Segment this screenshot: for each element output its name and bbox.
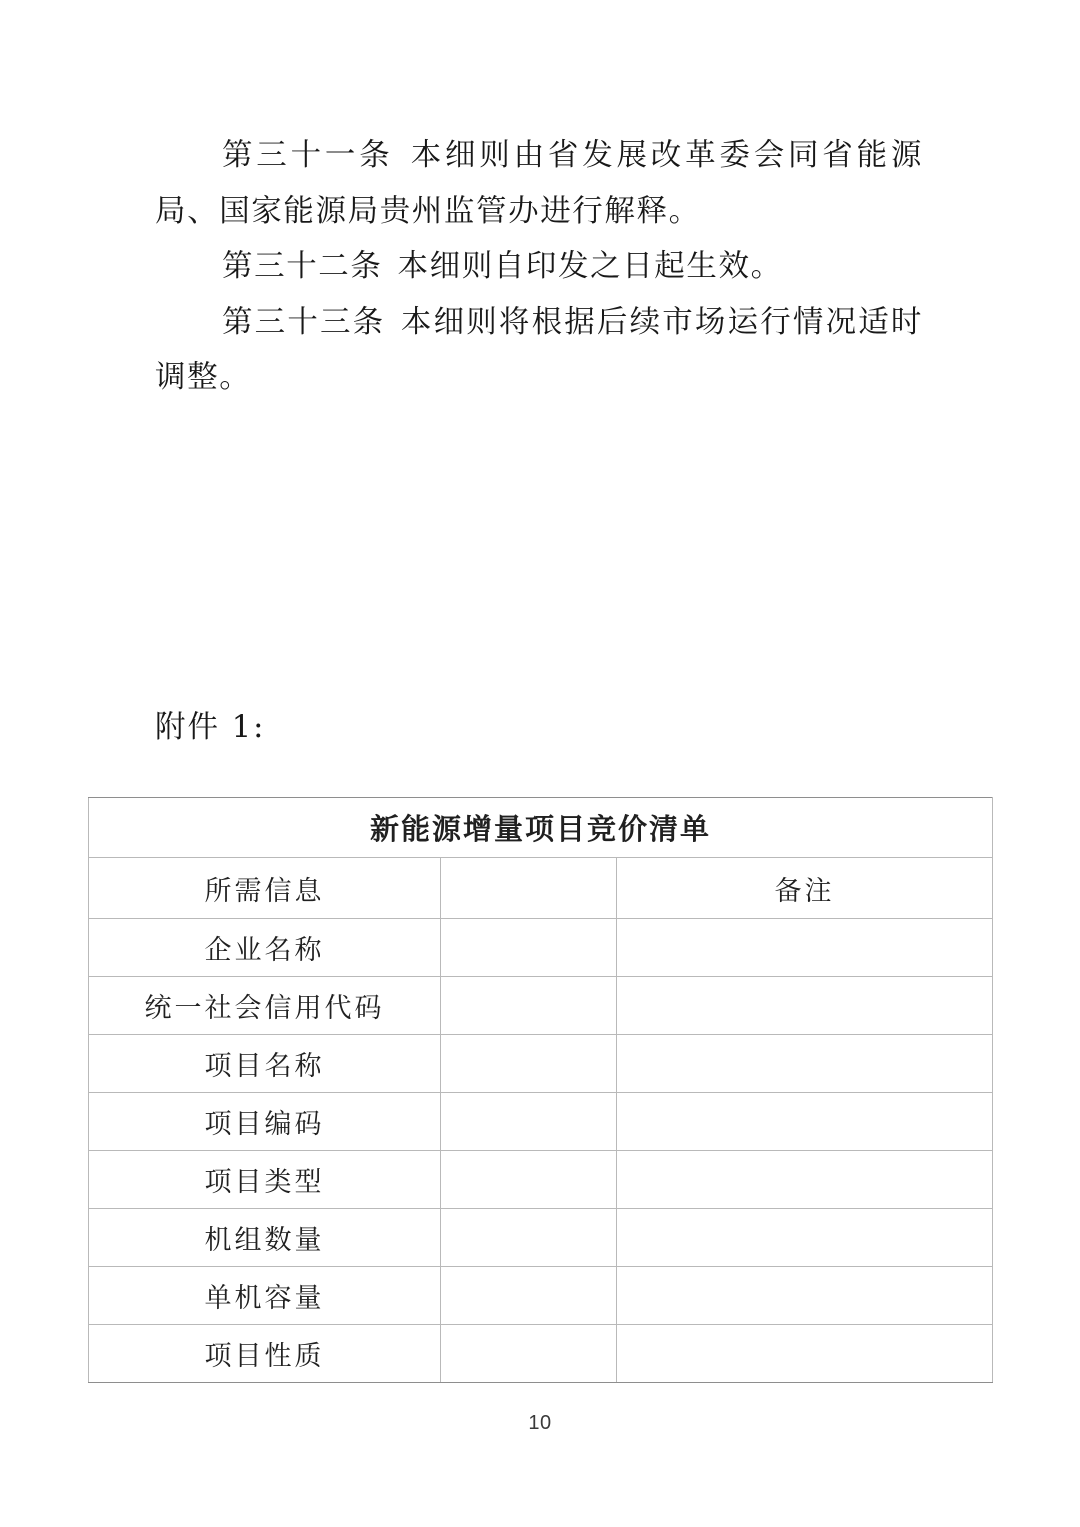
table-header-row [89, 858, 993, 919]
row-remark-social-credit-code[interactable] [617, 977, 993, 1035]
table-title-row [89, 798, 993, 858]
row-remark-project-type[interactable] [617, 1151, 993, 1209]
column-header-required-info: 所需信息 [89, 858, 441, 919]
row-value-unit-count[interactable] [441, 1209, 617, 1267]
table-row [89, 977, 993, 1035]
table-row [89, 1267, 993, 1325]
row-label-project-name: 项目名称 [89, 1035, 441, 1093]
paragraph-article-33 [155, 295, 923, 406]
row-remark-project-nature[interactable] [617, 1325, 993, 1383]
row-label-unit-capacity: 单机容量 [89, 1267, 441, 1325]
row-value-project-code[interactable] [441, 1093, 617, 1151]
row-label-enterprise-name: 企业名称 [89, 919, 441, 977]
table-row [89, 1151, 993, 1209]
row-value-project-name[interactable] [441, 1035, 617, 1093]
article-number-31: 第三十一条 [222, 138, 394, 173]
column-header-value [441, 858, 617, 919]
row-remark-project-code[interactable] [617, 1093, 993, 1151]
column-header-remark: 备注 [617, 858, 993, 919]
row-label-unit-count: 机组数量 [89, 1209, 441, 1267]
row-remark-enterprise-name[interactable] [617, 919, 993, 977]
article-body-31: 本细则由省发展改革委会同省能源局、国家能源局贵州监管办进行解释。 [155, 138, 923, 229]
table-row [89, 1035, 993, 1093]
row-label-project-code: 项目编码 [89, 1093, 441, 1151]
row-value-unit-capacity[interactable] [441, 1267, 617, 1325]
bidding-listing-table [88, 797, 993, 1383]
row-remark-unit-capacity[interactable] [617, 1267, 993, 1325]
body-text-block [155, 128, 923, 406]
row-label-project-nature: 项目性质 [89, 1325, 441, 1383]
row-value-enterprise-name[interactable] [441, 919, 617, 977]
paragraph-article-31 [155, 128, 923, 239]
row-value-project-type[interactable] [441, 1151, 617, 1209]
table-row [89, 1325, 993, 1383]
paragraph-article-32 [155, 239, 923, 295]
table-row [89, 919, 993, 977]
bidding-listing-table-container [88, 797, 992, 1383]
table-title: 新能源增量项目竞价清单 [89, 798, 993, 858]
attachment-label: 附件 1: [155, 710, 266, 745]
row-value-social-credit-code[interactable] [441, 977, 617, 1035]
row-label-social-credit-code: 统一社会信用代码 [89, 977, 441, 1035]
row-label-project-type: 项目类型 [89, 1151, 441, 1209]
row-value-project-nature[interactable] [441, 1325, 617, 1383]
page-number: 10 [528, 1412, 552, 1434]
article-body-33: 本细则将根据后续市场运行情况适时调整。 [155, 304, 924, 395]
row-remark-unit-count[interactable] [617, 1209, 993, 1267]
table-row [89, 1093, 993, 1151]
article-body-32: 本细则自印发之日起生效。 [397, 249, 783, 284]
table-row [89, 1209, 993, 1267]
article-number-33: 第三十三条 [222, 304, 386, 340]
article-number-32: 第三十二条 [222, 249, 383, 284]
row-remark-project-name[interactable] [617, 1035, 993, 1093]
